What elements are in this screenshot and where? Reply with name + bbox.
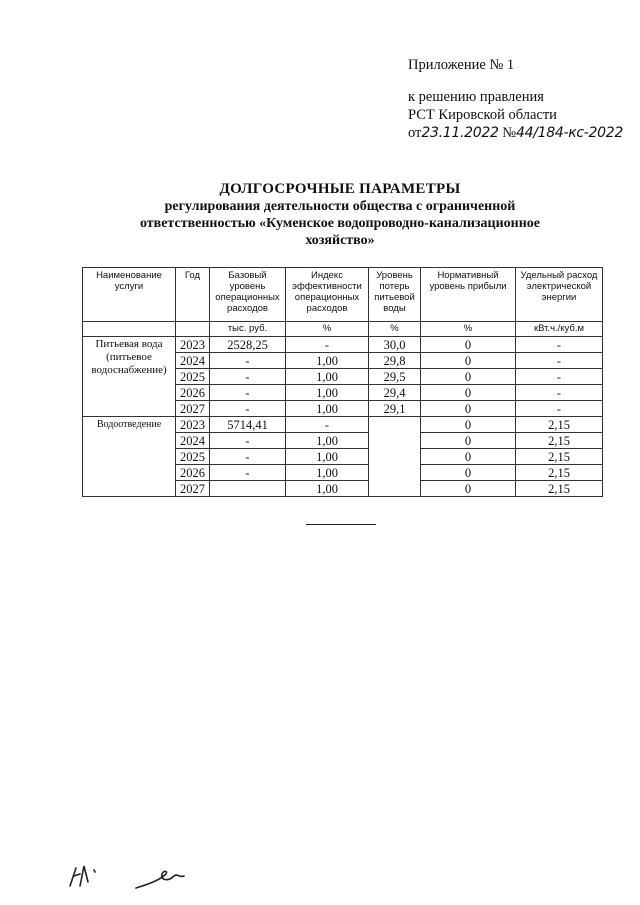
header-row — [83, 268, 603, 322]
efficiency-index-cell: 1,00 — [286, 433, 369, 449]
title-line-4: хозяйство» — [305, 233, 375, 248]
water-losses-cell: 29,1 — [369, 401, 421, 417]
base-opex-cell: - — [210, 433, 286, 449]
profit-level-cell: 0 — [421, 337, 516, 353]
service-name-drinking-water: Питьевая вода (питьевое водоснабжение) — [83, 337, 176, 417]
energy-consumption-cell: 2,15 — [516, 417, 603, 433]
table-row — [83, 417, 603, 433]
profit-level-cell: 0 — [421, 385, 516, 401]
year-cell: 2025 — [176, 369, 210, 385]
handwritten-date: 23.11.2022 — [421, 125, 499, 141]
from-label: от — [408, 125, 422, 141]
energy-consumption-cell: - — [516, 337, 603, 353]
closing-rule — [306, 524, 376, 525]
table-row — [83, 337, 603, 353]
year-cell: 2026 — [176, 385, 210, 401]
year-cell: 2023 — [176, 417, 210, 433]
col-header-profit-level: Нормативный уровень прибыли — [421, 268, 516, 322]
base-opex-cell: 2528,25 — [210, 337, 286, 353]
annex-header — [408, 56, 628, 142]
handwritten-number: 44/184-кс-2022 — [516, 125, 623, 141]
units-blank — [176, 322, 210, 337]
year-cell: 2026 — [176, 465, 210, 481]
energy-consumption-cell: - — [516, 385, 603, 401]
annex-date-number-line — [408, 124, 628, 142]
profit-level-cell: 0 — [421, 401, 516, 417]
annex-title: Приложение № 1 — [408, 57, 515, 73]
base-opex-cell: - — [210, 401, 286, 417]
unit-cell: кВт.ч./куб.м — [516, 322, 603, 337]
number-sign: № — [502, 125, 517, 141]
year-cell: 2027 — [176, 481, 210, 497]
units-row — [83, 322, 603, 337]
handwritten-signature-icon — [64, 856, 194, 896]
energy-consumption-cell: 2,15 — [516, 433, 603, 449]
profit-level-cell: 0 — [421, 353, 516, 369]
profit-level-cell: 0 — [421, 449, 516, 465]
efficiency-index-cell: 1,00 — [286, 449, 369, 465]
title-line-2: регулирования деятельности общества с ограниченной — [164, 199, 516, 214]
unit-cell: % — [369, 322, 421, 337]
unit-cell: тыс. руб. — [210, 322, 286, 337]
efficiency-index-cell: - — [286, 337, 369, 353]
col-header-service: Наименование услуги — [83, 268, 176, 322]
profit-level-cell: 0 — [421, 417, 516, 433]
year-cell: 2024 — [176, 353, 210, 369]
efficiency-index-cell: 1,00 — [286, 465, 369, 481]
service-name-wastewater: Водоотведение — [83, 417, 176, 497]
year-cell: 2024 — [176, 433, 210, 449]
document-title — [95, 180, 585, 249]
col-header-energy-consumption: Удельный расход электрической энергии — [516, 268, 603, 322]
base-opex-cell: - — [210, 369, 286, 385]
base-opex-cell: 5714,41 — [210, 417, 286, 433]
energy-consumption-cell: 2,15 — [516, 481, 603, 497]
units-blank — [83, 322, 176, 337]
base-opex-cell: - — [210, 385, 286, 401]
col-header-water-losses: Уровень потерь питьевой воды — [369, 268, 421, 322]
energy-consumption-cell: 2,15 — [516, 465, 603, 481]
profit-level-cell: 0 — [421, 433, 516, 449]
unit-cell: % — [421, 322, 516, 337]
base-opex-cell: - — [210, 353, 286, 369]
energy-consumption-cell: 2,15 — [516, 449, 603, 465]
energy-consumption-cell: - — [516, 353, 603, 369]
efficiency-index-cell: 1,00 — [286, 353, 369, 369]
title-heading: ДОЛГОСРОЧНЫЕ ПАРАМЕТРЫ — [219, 181, 461, 197]
parameters-table — [82, 267, 603, 497]
year-cell: 2023 — [176, 337, 210, 353]
water-losses-cell: 29,5 — [369, 369, 421, 385]
unit-cell: % — [286, 322, 369, 337]
water-losses-cell: 30,0 — [369, 337, 421, 353]
year-cell: 2025 — [176, 449, 210, 465]
profit-level-cell: 0 — [421, 369, 516, 385]
base-opex-cell: - — [210, 449, 286, 465]
year-cell: 2027 — [176, 401, 210, 417]
base-opex-cell — [210, 481, 286, 497]
water-losses-cell: 29,4 — [369, 385, 421, 401]
profit-level-cell: 0 — [421, 465, 516, 481]
title-line-3: ответственностью «Куменское водопроводно-канализационное — [139, 216, 541, 231]
annex-decision-line: к решению правления — [408, 89, 544, 105]
base-opex-cell: - — [210, 465, 286, 481]
col-header-year: Год — [176, 268, 210, 322]
water-losses-cell-merged — [369, 417, 421, 497]
efficiency-index-cell: 1,00 — [286, 369, 369, 385]
water-losses-cell: 29,8 — [369, 353, 421, 369]
efficiency-index-cell: 1,00 — [286, 401, 369, 417]
efficiency-index-cell: 1,00 — [286, 481, 369, 497]
energy-consumption-cell: - — [516, 369, 603, 385]
energy-consumption-cell: - — [516, 401, 603, 417]
profit-level-cell: 0 — [421, 481, 516, 497]
annex-authority-line: РСТ Кировской области — [408, 107, 557, 123]
efficiency-index-cell: - — [286, 417, 369, 433]
col-header-base-opex: Базовый уровень операционных расходов — [210, 268, 286, 322]
efficiency-index-cell: 1,00 — [286, 385, 369, 401]
col-header-efficiency-index: Индекс эффективности операционных расходов — [286, 268, 369, 322]
